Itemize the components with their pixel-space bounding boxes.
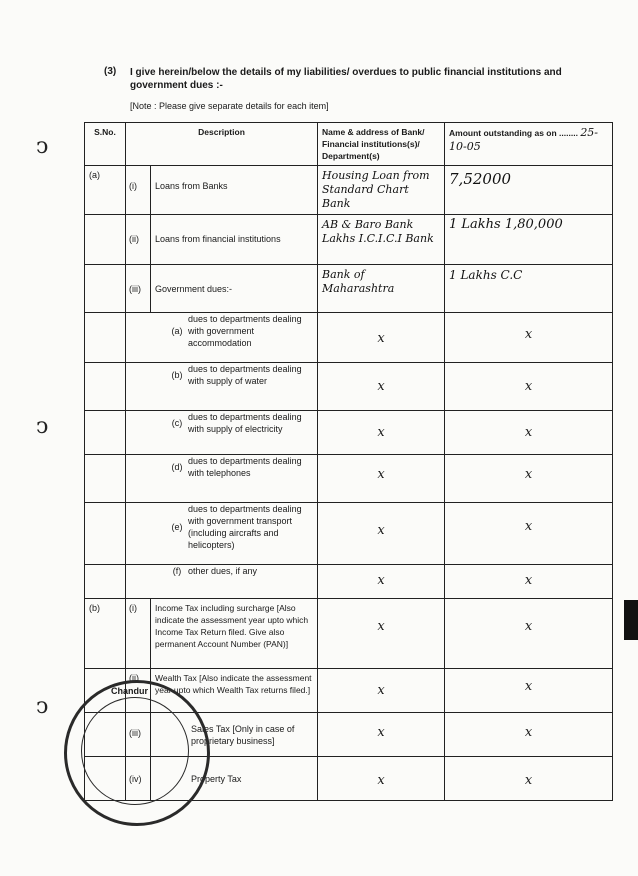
row-description: Property Tax xyxy=(191,774,242,784)
row-letter: (d) xyxy=(171,462,183,472)
punch-hole-mark: ↄ xyxy=(36,694,49,719)
row-name-handwritten: AB & Baro Bank Lakhs I.C.I.C.I Bank xyxy=(322,218,434,245)
row-name-mark: x xyxy=(377,683,385,698)
table-row xyxy=(85,363,613,411)
stamp-text: Chandur xyxy=(111,686,148,696)
row-name-mark: x xyxy=(377,573,385,588)
header-description: Description xyxy=(126,123,318,166)
row-amount-mark: x xyxy=(524,725,533,740)
row-amount-mark: x xyxy=(524,619,533,634)
table-row xyxy=(85,599,613,669)
table-row xyxy=(85,565,613,599)
row-amount-mark: x xyxy=(524,425,533,440)
row-roman: (iv) xyxy=(129,774,142,784)
row-roman: (i) xyxy=(129,603,137,613)
header-amount xyxy=(445,123,613,166)
row-sno xyxy=(85,215,125,221)
row-name-mark: x xyxy=(377,425,385,440)
row-amount-mark: x xyxy=(524,379,533,394)
row-amount-handwritten: 7,52000 xyxy=(449,170,512,188)
row-name-mark: x xyxy=(377,379,385,394)
section-heading: I give herein/below the details of my liabilities/ overdues to public financial institutions and government dues :- xyxy=(130,67,562,91)
row-sno: (b) xyxy=(89,603,100,613)
row-name-mark: x xyxy=(377,467,385,482)
table-row xyxy=(85,166,613,215)
row-amount-handwritten: 1 Lakhs C.C xyxy=(449,268,523,282)
table-row xyxy=(85,455,613,503)
row-description: dues to departments dealing with government transport (including aircrafts and helicopters) xyxy=(188,504,302,550)
amount-header-label: Amount outstanding as on ........ xyxy=(449,128,578,138)
row-description: dues to departments dealing with supply of water xyxy=(188,364,302,386)
table-row xyxy=(85,411,613,455)
stamp-inner-ring xyxy=(81,697,189,805)
row-description: Loans from financial institutions xyxy=(155,234,281,244)
row-amount-mark: x xyxy=(524,467,533,482)
table-row xyxy=(85,215,613,265)
row-amount-mark: x xyxy=(524,519,533,534)
row-amount-mark: x xyxy=(524,327,533,342)
row-amount-mark: x xyxy=(524,679,533,694)
row-name-mark: x xyxy=(377,773,385,788)
row-letter: (f) xyxy=(172,566,182,576)
table-row xyxy=(85,313,613,363)
row-name-mark: x xyxy=(377,619,385,634)
row-letter: (b) xyxy=(171,370,183,380)
row-description: dues to departments dealing with telephones xyxy=(188,456,302,478)
amount-date: 25-10-05 xyxy=(449,126,599,153)
row-description: dues to departments dealing with government accommodation xyxy=(188,314,302,348)
row-description: dues to departments dealing with supply of electricity xyxy=(188,412,302,434)
row-name-mark: x xyxy=(377,523,385,538)
header-sno: S.No. xyxy=(85,123,126,166)
table-row xyxy=(85,265,613,313)
row-name-mark: x xyxy=(377,725,385,740)
row-name-handwritten: Bank of Maharashtra xyxy=(322,268,395,295)
row-sno xyxy=(85,265,125,271)
row-letter: (e) xyxy=(171,522,183,532)
row-sno: (a) xyxy=(89,170,100,180)
note-text: [Note : Please give separate details for each item] xyxy=(130,101,329,111)
row-description: other dues, if any xyxy=(188,566,258,576)
section-number: (3) xyxy=(104,66,117,77)
row-roman: (ii) xyxy=(129,234,139,244)
table-row xyxy=(85,503,613,565)
row-roman: (iii) xyxy=(129,728,141,738)
row-name-handwritten: Housing Loan from Standard Chart Bank xyxy=(322,169,430,210)
punch-hole-mark: ↄ xyxy=(36,134,49,159)
row-amount-mark: x xyxy=(524,773,533,788)
row-roman: (ii) xyxy=(129,673,139,683)
row-description: Loans from Banks xyxy=(155,181,228,191)
row-roman: (i) xyxy=(129,181,137,191)
row-amount-mark: x xyxy=(524,573,533,588)
header-name-address: Name & address of Bank/ Financial institutions(s)/ Department(s) xyxy=(318,123,445,166)
row-amount-handwritten: 1 Lakhs 1,80,000 xyxy=(449,217,563,232)
punch-hole-mark: ↄ xyxy=(36,414,49,439)
notary-stamp xyxy=(64,680,210,826)
row-roman: (iii) xyxy=(129,284,141,294)
scan-edge-mark xyxy=(624,600,638,640)
row-description: Government dues:- xyxy=(155,284,233,294)
row-description: Sales Tax [Only in case of proprietary business] xyxy=(191,724,295,746)
row-letter: (a) xyxy=(171,326,183,336)
row-description: Wealth Tax [Also indicate the assessment year upto which Wealth Tax returns filed.] xyxy=(155,673,312,695)
row-description: Income Tax including surcharge [Also indicate the assessment year upto which Income Tax Return filed. Give also permanent Account Number (PAN)] xyxy=(155,603,309,649)
row-letter: (c) xyxy=(171,418,183,428)
row-name-mark: x xyxy=(377,331,385,346)
